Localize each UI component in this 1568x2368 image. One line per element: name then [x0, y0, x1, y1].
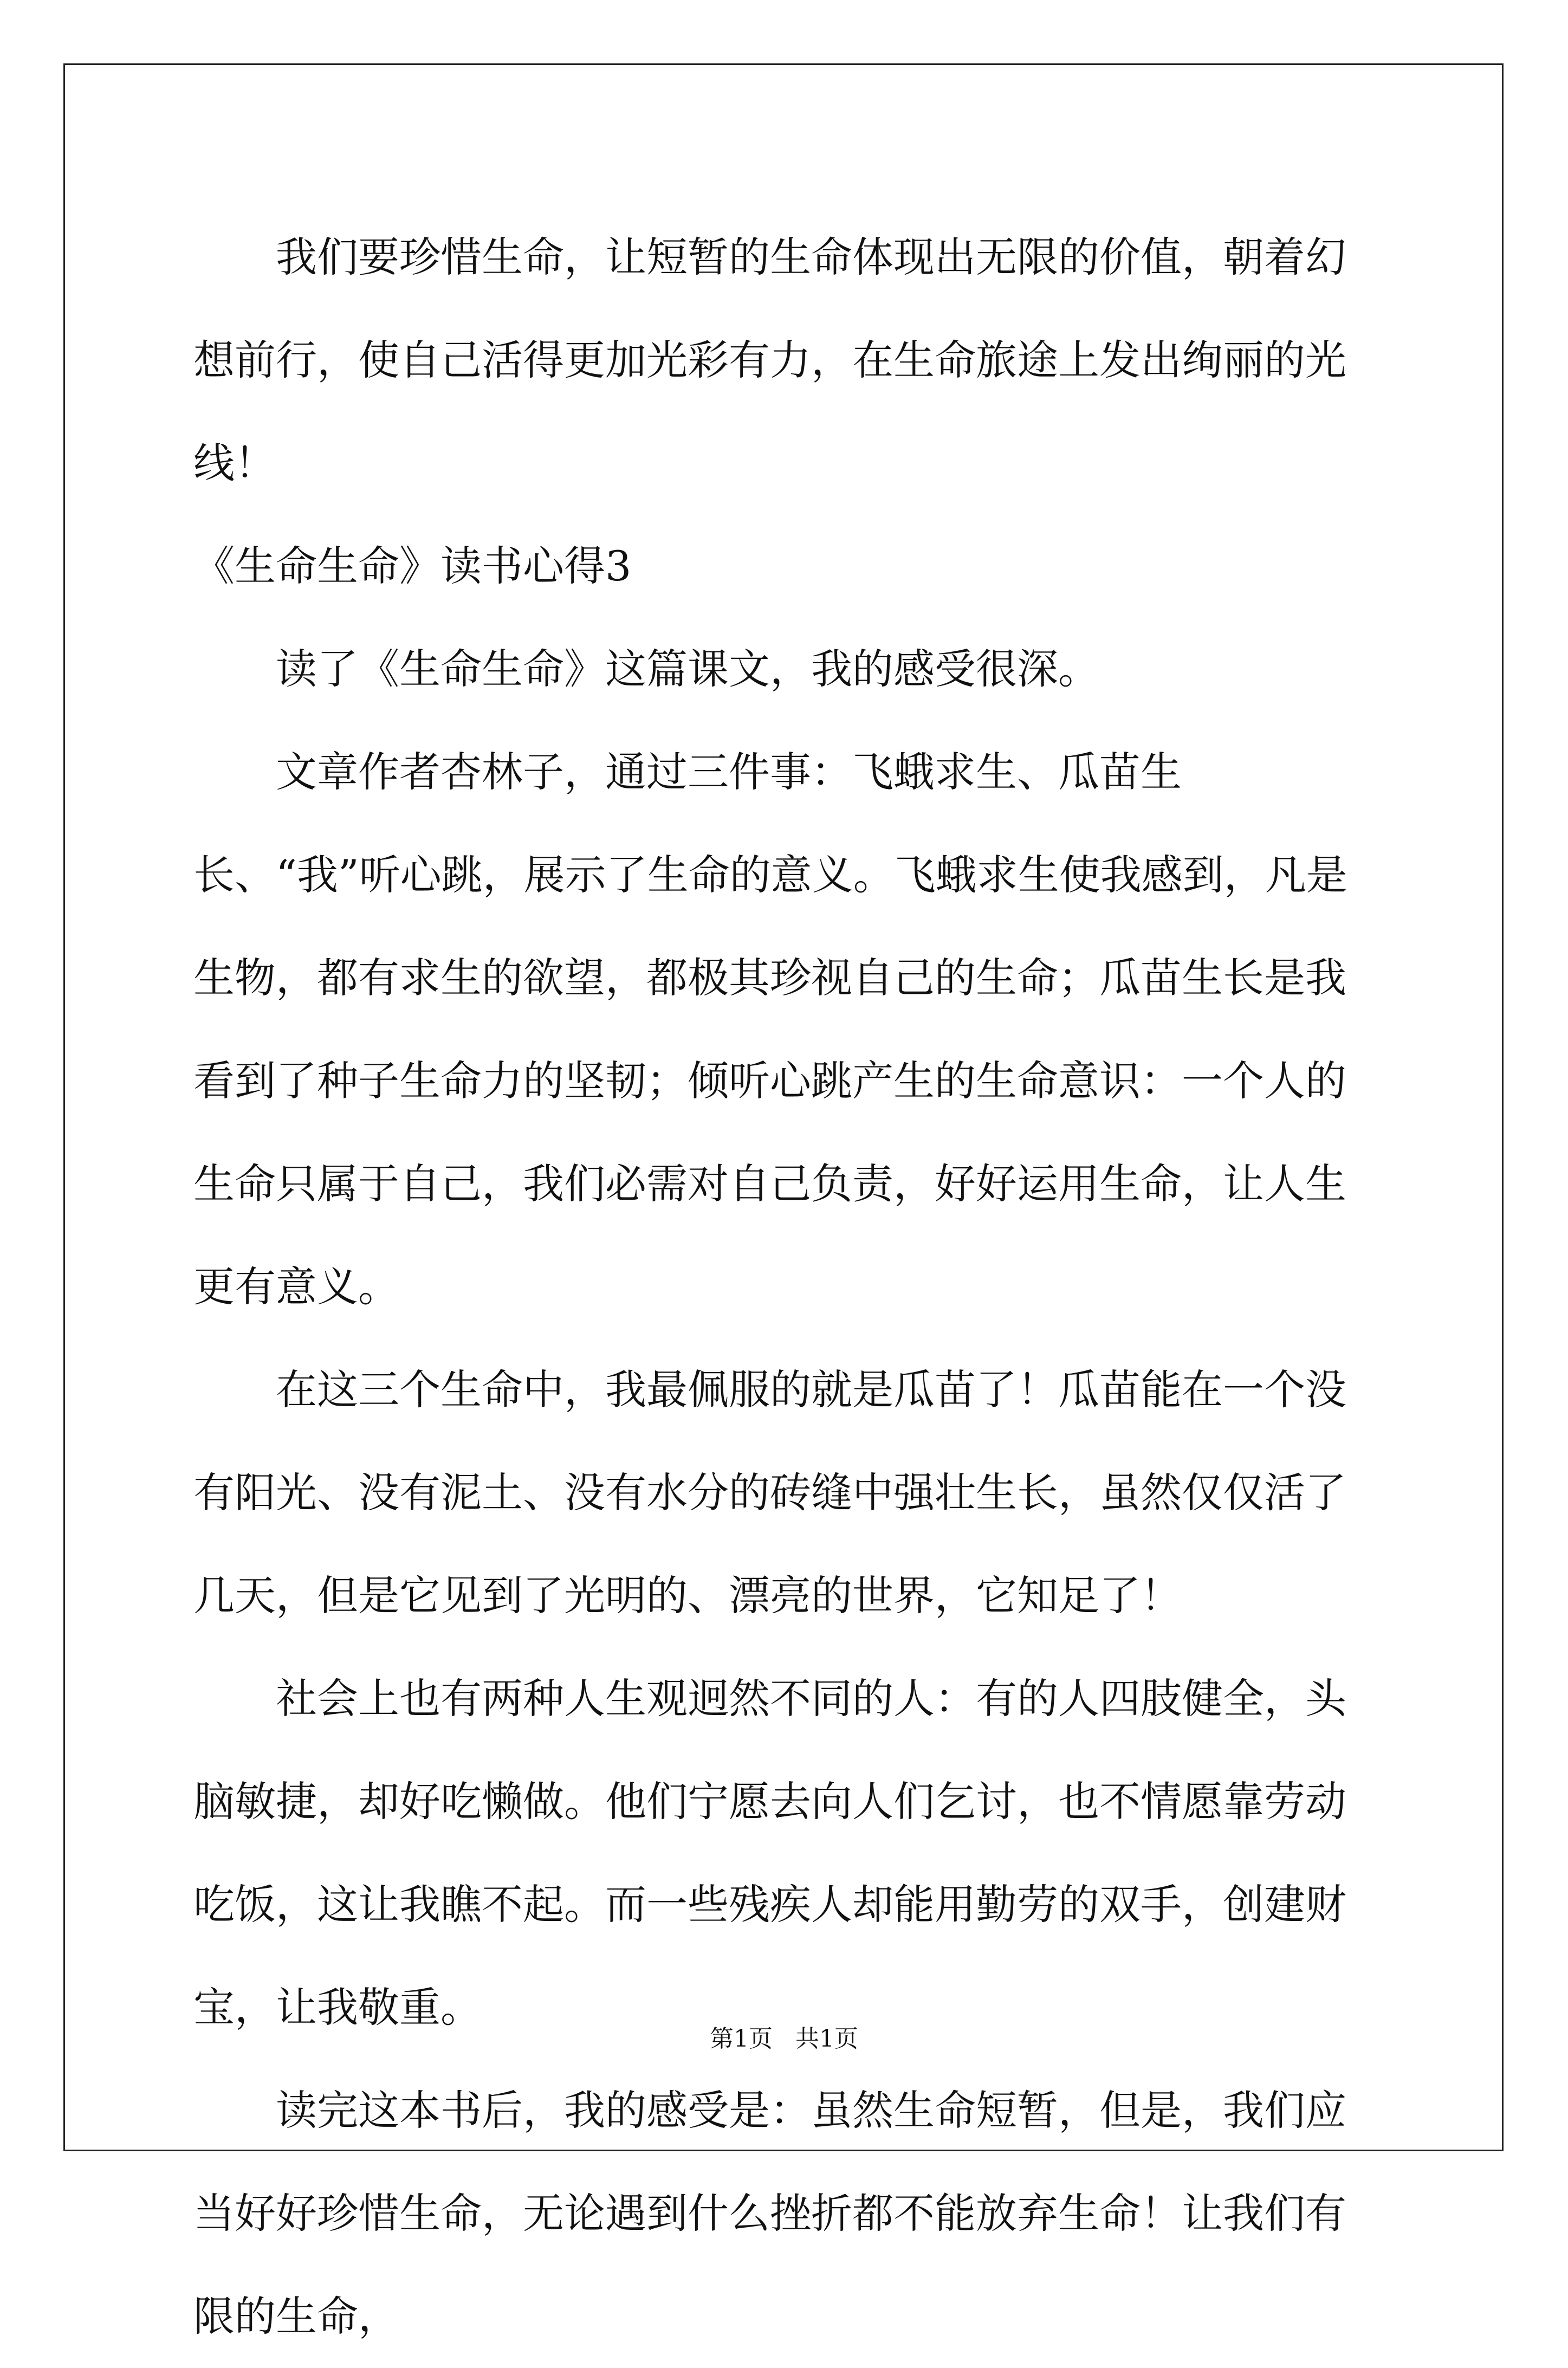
paragraph-intro: 读了《生命生命》这篇课文，我的感受很深。 [276, 645, 1099, 693]
paragraph-society: 社会上也有两种人生观迥然不同的人：有的人四肢健全，头脑敏捷，却好吃懒做。他们宁愿去向人们乞讨，也不情愿靠劳动吃饭，这让我瞧不起。而一些残疾人却能用勤劳的双手，创建财宝，让我敬重。 [193, 1674, 1346, 2031]
paragraph-conclusion: 读完这本书后，我的感受是：虽然生命短暂，但是，我们应当好好珍惜生命，无论遇到什么挫折都不能放弃生命！让我们有限的生命， [193, 2086, 1346, 2340]
paragraph-melon-seedling: 在这三个生命中，我最佩服的就是瓜苗了！瓜苗能在一个没有阳光、没有泥土、没有水分的砖缝中强壮生长，虽然仅仅活了几天，但是它见到了光明的、漂亮的世界，它知足了！ [193, 1366, 1346, 1620]
paragraph-three-events: 文章作者杏林子，通过三件事：飞蛾求生、瓜苗生长、“我”听心跳，展示了生命的意义。飞蛾求生使我感到，凡是生物，都有求生的欲望，都极其珍视自己的生命；瓜苗生长是我看到了种子生命力的坚韧；倾听心跳产生的生命意识：一个人的生命只属于自己，我们必需对自己负责，好好运用生命，让人生更有意义。 [193, 748, 1347, 1311]
page-number-footer: 第1页 共1页 [710, 2025, 858, 2053]
paragraph-cherish-life: 我们要珍惜生命，让短暂的生命体现出无限的价值，朝着幻想前行，使自己活得更加光彩有力，在生命旅途上发出绚丽的光线！ [193, 233, 1346, 487]
section-heading: 《生命生命》读书心得3 [193, 542, 632, 590]
